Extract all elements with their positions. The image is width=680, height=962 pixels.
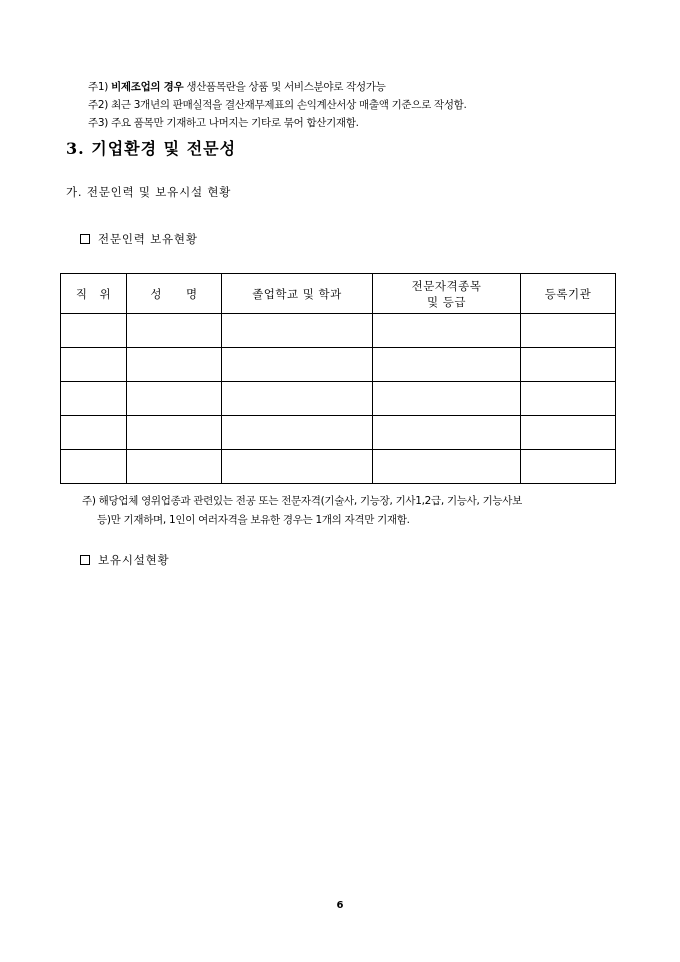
- table-cell[interactable]: [373, 416, 521, 450]
- note-3-prefix: 주3): [88, 117, 112, 129]
- note-1-prefix: 주1): [88, 81, 112, 93]
- table-cell[interactable]: [127, 416, 222, 450]
- staff-heading-label: 전문인력 보유현황: [98, 232, 198, 246]
- table-cell[interactable]: [61, 450, 127, 484]
- table-footnote: [82, 492, 622, 530]
- table-row: [61, 348, 616, 382]
- table-cell[interactable]: [222, 314, 373, 348]
- header-school: 졸업학교 및 학과: [222, 274, 373, 314]
- note-3: [88, 116, 359, 130]
- note-1: [88, 80, 386, 94]
- table-cell[interactable]: [127, 450, 222, 484]
- table-cell[interactable]: [222, 348, 373, 382]
- header-qualification: [373, 274, 521, 314]
- table-row: [61, 382, 616, 416]
- table-cell[interactable]: [373, 382, 521, 416]
- table-cell[interactable]: [521, 416, 616, 450]
- header-qualification-line2: 및 등급: [427, 294, 466, 309]
- facility-heading-label: 보유시설현황: [98, 553, 170, 567]
- note-2: [88, 98, 467, 112]
- table-row: [61, 450, 616, 484]
- table-cell[interactable]: [373, 348, 521, 382]
- facility-heading: [80, 552, 169, 568]
- note-1-text: 생산품목란을 상품 및 서비스분야로 작성가능: [183, 81, 386, 93]
- page-number: 6: [336, 900, 344, 911]
- staff-heading: [80, 231, 198, 247]
- note-2-prefix: 주2): [88, 99, 112, 111]
- table-cell[interactable]: [373, 450, 521, 484]
- footnote-line-2: 등)만 기재하며, 1인이 여러자격을 보유한 경우는 1개의 자격만 기재함.: [97, 514, 410, 526]
- table-cell[interactable]: [222, 382, 373, 416]
- footnote-line-1: 주) 해당업체 영위업종과 관련있는 전공 또는 전문자격(기술사, 기능장, 기사1,2급, 기능사, 기능사보: [82, 495, 522, 507]
- table-cell[interactable]: [61, 314, 127, 348]
- table-cell[interactable]: [222, 416, 373, 450]
- section-title: 3. 기업환경 및 전문성: [66, 139, 237, 158]
- table-cell[interactable]: [127, 348, 222, 382]
- table-cell[interactable]: [61, 416, 127, 450]
- note-1-bold: 비제조업의 경우: [111, 81, 184, 93]
- note-2-text: 최근 3개년의 판매실적을 결산재무제표의 손익계산서상 매출액 기준으로 작성함.: [111, 99, 467, 111]
- table-cell[interactable]: [521, 450, 616, 484]
- header-position: 직 위: [61, 274, 127, 314]
- table-cell[interactable]: [127, 314, 222, 348]
- table-header-row: [61, 274, 616, 314]
- table-cell[interactable]: [61, 348, 127, 382]
- table-cell[interactable]: [373, 314, 521, 348]
- table-row: [61, 314, 616, 348]
- table-row: [61, 416, 616, 450]
- header-qualification-line1: 전문자격종목: [411, 278, 482, 293]
- subsection-heading: 가. 전문인력 및 보유시설 현황: [66, 185, 232, 199]
- table-cell[interactable]: [521, 382, 616, 416]
- staff-table: [60, 273, 616, 484]
- header-registrar: 등록기관: [521, 274, 616, 314]
- note-3-text: 주요 품목만 기재하고 나머지는 기타로 묶어 합산기재함.: [111, 117, 359, 129]
- checkbox-icon: [80, 555, 90, 565]
- table-cell[interactable]: [127, 382, 222, 416]
- checkbox-icon: [80, 234, 90, 244]
- table-cell[interactable]: [521, 314, 616, 348]
- table-cell[interactable]: [222, 450, 373, 484]
- table-cell[interactable]: [61, 382, 127, 416]
- header-name: 성 명: [127, 274, 222, 314]
- table-cell[interactable]: [521, 348, 616, 382]
